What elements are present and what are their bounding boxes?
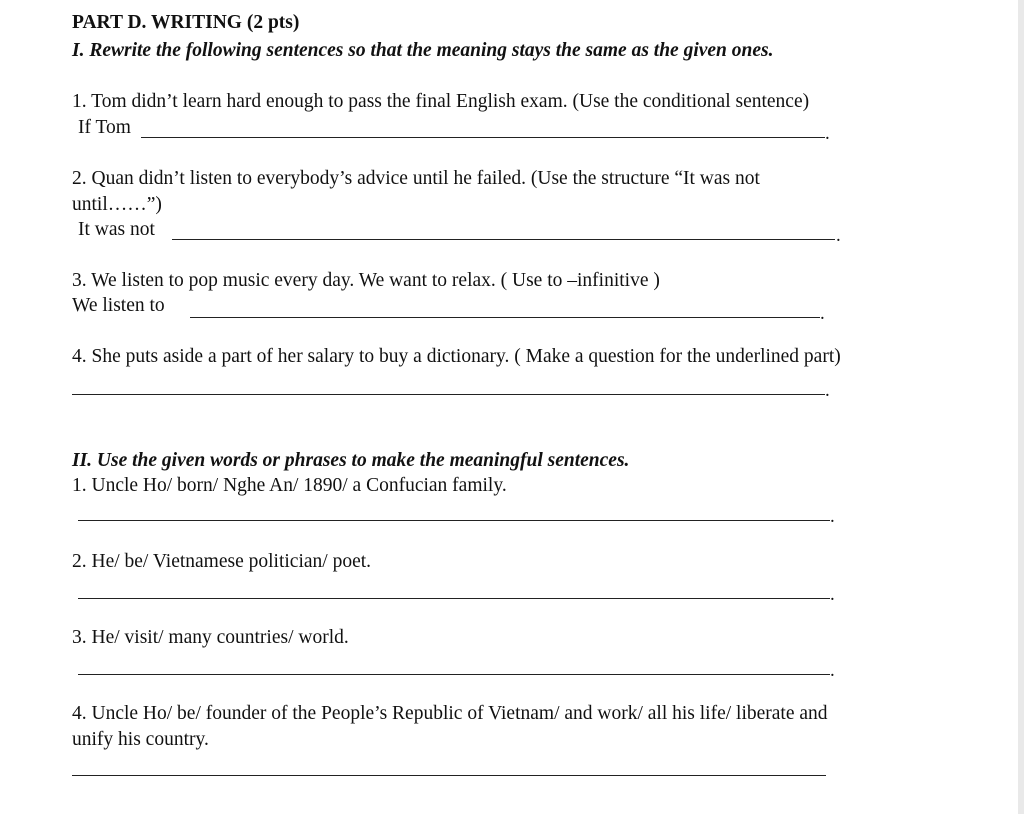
page-title: PART D. WRITING (2 pts) xyxy=(72,12,300,33)
s1-item-1-starter: If Tom xyxy=(78,117,131,138)
s2-item-1-prompt: 1. Uncle Ho/ born/ Nghe An/ 1890/ a Confucian family. xyxy=(72,475,507,496)
s2-item-2-prompt: 2. He/ be/ Vietnamese politician/ poet. xyxy=(72,551,372,572)
section-1-instruction: I. Rewrite the following sentences so that the meaning stays the same as the given ones. xyxy=(72,40,774,61)
s1-item-4-period: . xyxy=(825,380,830,401)
s1-item-1-prompt: 1. Tom didn’t learn hard enough to pass the final English exam. (Use the conditional sentence) xyxy=(72,91,810,112)
s2-item-2-period: . xyxy=(830,584,835,605)
s1-item-3-starter: We listen to xyxy=(72,295,165,316)
s1-item-4-prompt: 4. She puts aside a part of her salary to buy a dictionary. ( Make a question for the underlined part) xyxy=(72,346,841,367)
s2-item-4-answer-line[interactable] xyxy=(72,775,826,776)
s1-item-3-prompt: 3. We listen to pop music every day. We want to relax. ( Use to –infinitive ) xyxy=(72,270,660,291)
s1-item-4-answer-line[interactable] xyxy=(72,394,825,395)
s1-item-2-starter: It was not xyxy=(78,219,155,240)
s2-item-3-prompt: 3. He/ visit/ many countries/ world. xyxy=(72,627,349,648)
s1-item-2-period: . xyxy=(836,225,841,246)
s1-item-2-answer-line[interactable] xyxy=(172,239,835,240)
s2-item-1-answer-line[interactable] xyxy=(78,520,830,521)
s1-item-3-period: . xyxy=(820,303,825,324)
s2-item-1-period: . xyxy=(830,506,835,527)
s2-item-2-answer-line[interactable] xyxy=(78,598,830,599)
page-edge-shadow xyxy=(1018,0,1024,814)
s1-item-1-answer-line[interactable] xyxy=(141,137,825,138)
s2-item-3-answer-line[interactable] xyxy=(78,674,830,675)
section-2-instruction: II. Use the given words or phrases to make the meaningful sentences. xyxy=(72,450,630,471)
s2-item-3-period: . xyxy=(830,660,835,681)
s2-item-4-prompt-line2: unify his country. xyxy=(72,729,209,750)
s1-item-3-answer-line[interactable] xyxy=(190,317,820,318)
s1-item-2-prompt-line1: 2. Quan didn’t listen to everybody’s advice until he failed. (Use the structure “It was not xyxy=(72,168,760,189)
s1-item-1-period: . xyxy=(825,123,830,144)
s1-item-2-prompt-line2: until……”) xyxy=(72,194,162,215)
s2-item-4-prompt-line1: 4. Uncle Ho/ be/ founder of the People’s Republic of Vietnam/ and work/ all his life/ liberate and xyxy=(72,703,828,724)
